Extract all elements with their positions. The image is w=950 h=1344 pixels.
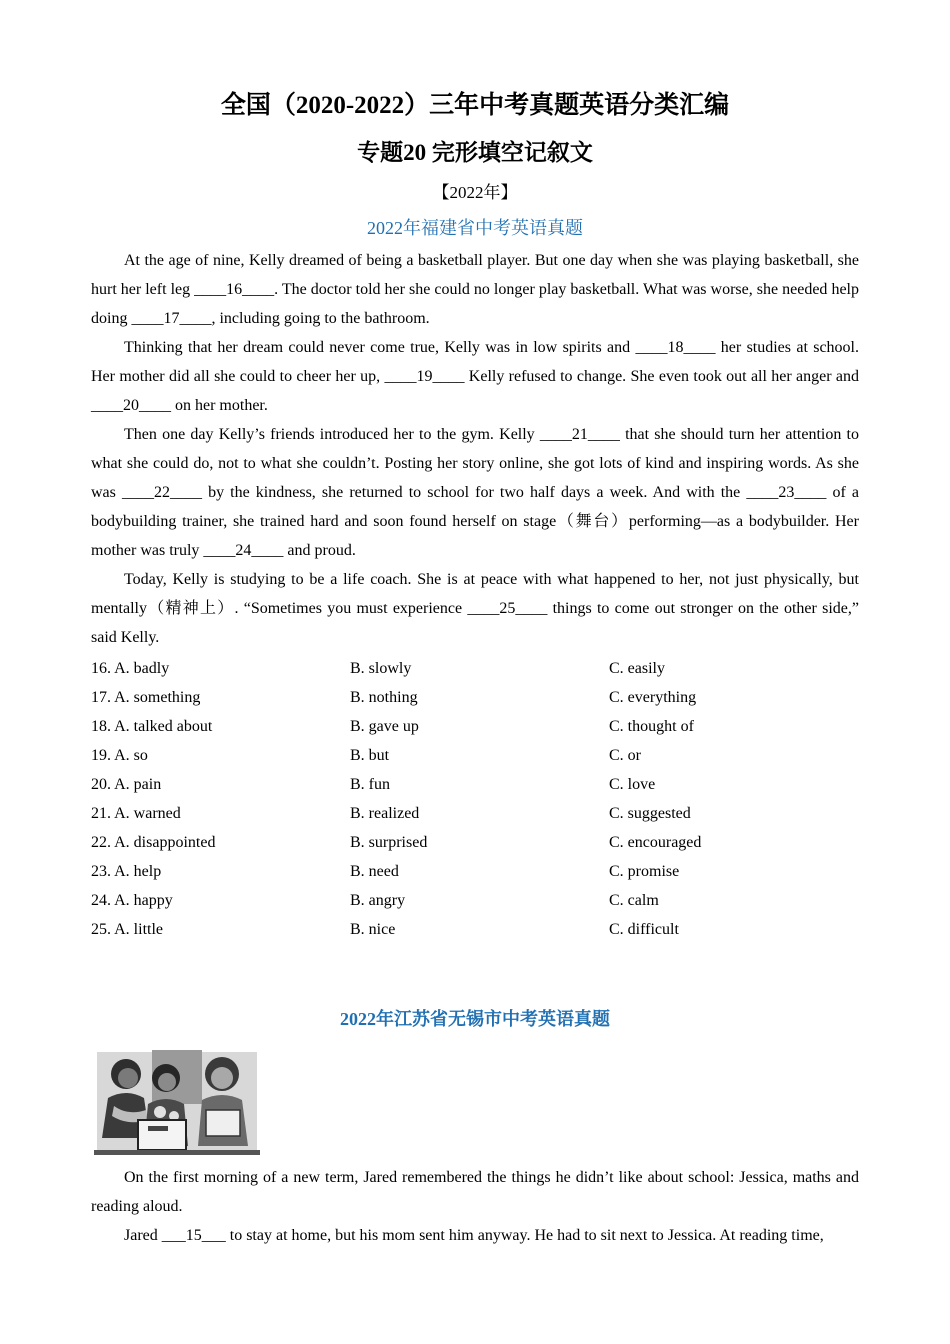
option-c: C. or [609, 747, 641, 764]
option-a: 16. A. badly [91, 660, 170, 677]
illustration-children-image [94, 1046, 260, 1158]
option-row [91, 770, 861, 799]
option-c: C. thought of [609, 718, 694, 735]
option-a: 17. A. something [91, 689, 201, 706]
option-row [91, 915, 861, 944]
option-b: B. need [350, 863, 399, 880]
document-subtitle: 专题20 完形填空记叙文 [357, 140, 593, 165]
option-row [91, 828, 861, 857]
option-a: 18. A. talked about [91, 718, 213, 735]
option-b: B. fun [350, 776, 390, 793]
option-b: B. nothing [350, 689, 418, 706]
paragraph: Thinking that her dream could never come true, Kelly was in low spirits and ____18____ her studies at school. Her mother did all she could to cheer her up, ____19____ Kelly refused to change. She even took out all her anger and ____20____ on her mother. [91, 339, 859, 414]
option-b: B. realized [350, 805, 420, 822]
passage-wuxi [91, 1163, 859, 1250]
option-c: C. calm [609, 892, 659, 909]
option-c: C. difficult [609, 921, 679, 938]
option-c: C. love [609, 776, 656, 793]
option-b: B. nice [350, 921, 396, 938]
paragraph: Today, Kelly is studying to be a life coach. She is at peace with what happened to her, not just physically, but mentally（精神上）. “Sometimes you must experience ____25____ things to come out stronger on the other side,” said Kelly. [91, 571, 859, 646]
option-b: B. slowly [350, 660, 412, 677]
option-c: C. easily [609, 660, 665, 677]
paragraph: At the age of nine, Kelly dreamed of being a basketball player. But one day when she was playing basketball, she hurt her left leg ____16____. The doctor told her she could no longer play basketball. What was worse, she needed help doing ____17____, including going to the bathroom. [91, 252, 859, 327]
option-row [91, 799, 861, 828]
option-b: B. surprised [350, 834, 428, 851]
option-c: C. suggested [609, 805, 691, 822]
option-b: B. gave up [350, 718, 419, 735]
option-a: 22. A. disappointed [91, 834, 216, 851]
options-list [91, 654, 861, 944]
option-a: 25. A. little [91, 921, 163, 938]
year-label: 【2022年】 [432, 183, 518, 202]
document-title: 全国（2020-2022）三年中考真题英语分类汇编 [220, 92, 730, 119]
option-row [91, 886, 861, 915]
section-title-fujian: 2022年福建省中考英语真题 [367, 218, 583, 238]
option-b: B. angry [350, 892, 406, 909]
paragraph: On the first morning of a new term, Jared remembered the things he didn’t like about school: Jessica, maths and reading aloud. [91, 1169, 859, 1215]
paragraph: Then one day Kelly’s friends introduced her to the gym. Kelly ____21____ that she should turn her attention to what she could do, not to what she couldn’t. Posting her story online, she got lots of kind and inspiring words. As she was ____22____ by the kindness, she returned to school for two half days a week. And with the ____23____ of a bodybuilding trainer, she trained hard and soon found herself on stage（舞台）performing—as a bodybuilder. Her mother was truly ____24____ and proud. [91, 426, 859, 559]
option-row [91, 683, 861, 712]
option-a: 21. A. warned [91, 805, 181, 822]
option-b: B. but [350, 747, 390, 764]
option-c: C. everything [609, 689, 697, 706]
option-a: 19. A. so [91, 747, 148, 764]
option-row [91, 712, 861, 741]
option-a: 24. A. happy [91, 892, 173, 909]
option-a: 20. A. pain [91, 776, 162, 793]
section-title-wuxi: 2022年江苏省无锡市中考英语真题 [340, 1009, 610, 1029]
option-row [91, 857, 861, 886]
option-row [91, 741, 861, 770]
option-a: 23. A. help [91, 863, 162, 880]
paragraph: Jared ___15___ to stay at home, but his mom sent him anyway. He had to sit next to Jessica. At reading time, [124, 1227, 824, 1244]
passage-fujian [91, 246, 859, 652]
option-c: C. promise [609, 863, 680, 880]
option-c: C. encouraged [609, 834, 702, 851]
option-row [91, 654, 861, 683]
